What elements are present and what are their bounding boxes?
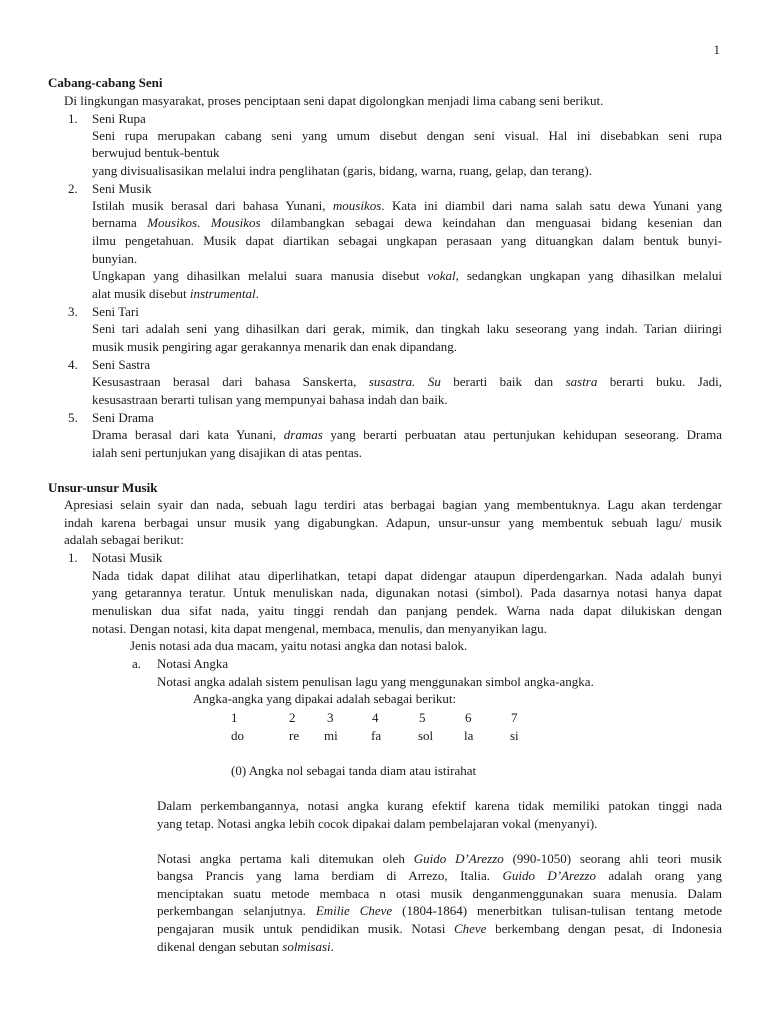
item-title-seni-sastra: Seni Sastra [92,357,151,372]
list-number: 3. [68,304,78,319]
paragraph-line: bunyian. [92,251,138,266]
section-heading-unsur-musik: Unsur-unsur Musik [48,480,158,495]
section-heading-cabang-seni: Cabang-cabang Seni [48,75,163,90]
paragraph-line: Kesusastraan berasal dari bahasa Sanskerta, susastra. Su berarti baik dan sastra berarti buku. Jadi, [92,374,722,389]
paragraph-line: Notasi angka adalah sistem penulisan lagu yang menggunakan simbol angka-angka. [157,674,594,689]
notation-syllable: do [231,728,244,743]
paragraph-line: Apresiasi selain syair dan nada, sebuah lagu terdiri atas berbagai bagian yang membentuknya. Lagu akan terdengar [64,497,722,512]
paragraph-line: yang tetap. Notasi angka lebih cocok dipakai dalam pembelajaran vokal (menyanyi). [157,816,598,831]
paragraph-line: bernama Mousikos. Mousikos dilambangkan sebagai dewa keindahan dan menguasai bidang kesenian dan [92,215,722,230]
paragraph-line: yang divisualisasikan melalui indra penglihatan (garis, bidang, warna, ruang, gelap, dan terang). [92,163,592,178]
paragraph-line: Drama berasal dari kata Yunani, dramas yang berarti perbuatan atau pertunjukan kehidupan seseorang. Drama [92,427,722,442]
list-number: 1. [68,111,78,126]
paragraph-line: alat musik disebut instrumental. [92,286,259,301]
paragraph-line: ilmu pengetahuan. Musik dapat diartikan sebagai ungkapan perasaan yang dituangkan dalam bentuk bunyi- [92,233,722,248]
paragraph-line: Istilah musik berasal dari bahasa Yunani, mousikos. Kata ini diambil dari nama salah satu dewa Yunani yang [92,198,722,213]
section-intro: Di lingkungan masyarakat, proses penciptaan seni dapat digolongkan menjadi lima cabang seni berikut. [64,93,604,108]
paragraph-line: berwujud bentuk-bentuk [92,145,220,160]
list-number: 5. [68,410,78,425]
notation-syllable: mi [324,728,338,743]
paragraph-line: Nada tidak dapat dilihat atau diperlihatkan, tetapi dapat didengar ataupun diperdengarkan. Nada adalah bunyi [92,568,722,583]
paragraph-line: ialah seni pertunjukan yang disajikan di atas pentas. [92,445,363,460]
paragraph-line: Notasi angka pertama kali ditemukan oleh Guido D’Arezzo (990-1050) seorang ahli teori musik [157,851,723,866]
notation-syllable: sol [418,728,434,743]
notation-syllable: re [289,728,300,743]
paragraph-line: adalah sebagai berikut: [64,532,184,547]
notation-number: 6 [465,710,472,725]
sub-list-letter: a. [132,656,142,671]
item-title-seni-musik: Seni Musik [92,181,152,196]
paragraph-line: musik musik pengiring agar gerakannya menarik dan enak dipandang. [92,339,457,354]
paragraph-line: pengajaran musik untuk pendidikan musik. Notasi Cheve berkembang dengan pesat, di Indonesia [157,921,723,936]
paragraph-line: Angka-angka yang dipakai adalah sebagai berikut: [193,691,457,706]
notation-syllable: fa [371,728,382,743]
paragraph-line: menuliskan dua sifat nada, yaitu tinggi rendah dan panjang pendek. Warna nada dapat dilukiskan dengan [92,603,722,618]
paragraph-line: Ungkapan yang dihasilkan melalui suara manusia disebut vokal, sedangkan ungkapan yang dihasilkan melalui [92,268,722,283]
paragraph-line: Seni rupa merupakan cabang seni yang umum disebut dengan seni visual. Hal ini disebabkan seni rupa [92,128,722,143]
paragraph-line: dikenal dengan sebutan solmisasi. [157,939,334,954]
item-title-seni-rupa: Seni Rupa [92,111,146,126]
notation-number: 1 [231,710,238,725]
notation-number: 5 [419,710,426,725]
paragraph-line: notasi. Dengan notasi, kita dapat mengenal, membaca, menulis, dan menyanyikan lagu. [92,621,547,636]
zero-note: (0) Angka nol sebagai tanda diam atau istirahat [231,763,477,778]
paragraph-line: indah karena berbagai unsur musik yang digabungkan. Adapun, unsur-unsur yang membentuk sebuah lagu/ musik [64,515,722,530]
paragraph-line: bangsa Prancis yang lama berdiam di Arrezo, Italia. Guido D’Arezzo adalah orang yang [157,868,722,883]
notation-number: 4 [372,710,379,725]
paragraph-line: Seni tari adalah seni yang dihasilkan dari gerak, mimik, dan tingkah laku seseorang yang indah. Tarian diiringi [92,321,722,336]
item-title-seni-drama: Seni Drama [92,410,154,425]
page-number: 1 [713,42,720,57]
notation-syllable: si [510,728,519,743]
paragraph-line: Jenis notasi ada dua macam, yaitu notasi angka dan notasi balok. [130,638,468,653]
paragraph-line: yang getarannya teratur. Untuk menuliskan nada, digunakan notasi (simbol). Pada dasarnya notasi hanya dapat [92,585,722,600]
paragraph-line: menciptakan suatu metode membaca n otasi musik denganmenggunakan suara menusia. Dalam [157,886,722,901]
sub-item-title-notasi-angka: Notasi Angka [157,656,229,671]
list-number: 2. [68,181,78,196]
item-title-seni-tari: Seni Tari [92,304,139,319]
notation-number: 3 [327,710,334,725]
notation-number: 2 [289,710,296,725]
notation-number: 7 [511,710,518,725]
notation-syllable: la [464,728,474,743]
paragraph-line: kesusastraan berarti tulisan yang mempunyai bahasa indah dan baik. [92,392,448,407]
item-title-notasi-musik: Notasi Musik [92,550,163,565]
paragraph-line: perkembangan selanjutnya. Emilie Cheve (1804-1864) menerbitkan tulisan-tulisan tentang metode [157,903,722,918]
list-number: 1. [68,550,78,565]
list-number: 4. [68,357,78,372]
paragraph-line: Dalam perkembangannya, notasi angka kurang efektif karena tidak memiliki patokan tinggi nada [157,798,722,813]
